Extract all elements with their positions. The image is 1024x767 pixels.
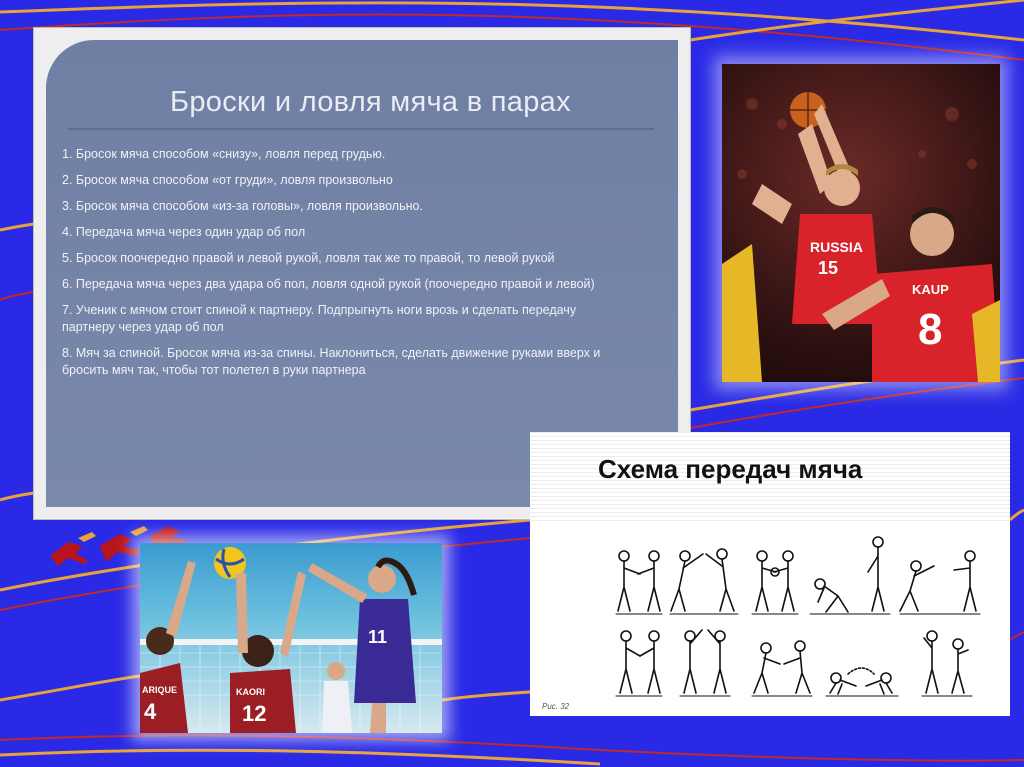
jersey-mid-number: 12 bbox=[242, 701, 267, 726]
basketball-players-illustration bbox=[722, 64, 1000, 382]
list-item: 1. Бросок мяча способом «снизу», ловля перед грудью. bbox=[62, 147, 386, 161]
exercise-list bbox=[62, 146, 622, 388]
jersey-mid-name: KAORI bbox=[236, 687, 265, 697]
pass-pair-1 bbox=[616, 551, 662, 614]
pass-pair-5 bbox=[900, 551, 980, 614]
title-divider bbox=[68, 128, 654, 130]
pass-schema-figure bbox=[530, 432, 1010, 716]
list-item: 4. Передача мяча через один удар об пол bbox=[62, 225, 306, 239]
pass-pair-10 bbox=[922, 631, 972, 696]
schema-caption: Рис. 32 bbox=[542, 702, 570, 711]
volleyball-players-illustration bbox=[140, 543, 442, 733]
pass-pair-2 bbox=[670, 549, 738, 614]
list-item: 6. Передача мяча через два удара об пол, ловля одной рукой (поочередно правой и левой) bbox=[62, 277, 595, 291]
jersey-2-name: KAUP bbox=[912, 282, 949, 297]
pass-pair-9 bbox=[826, 668, 898, 696]
jersey-left-number: 4 bbox=[144, 699, 157, 724]
jersey-2-number: 8 bbox=[918, 305, 943, 354]
slide-title: Броски и ловля мяча в парах bbox=[170, 86, 571, 118]
basketball-photo bbox=[722, 64, 1000, 382]
jersey-left-name: ARIQUE bbox=[142, 685, 178, 695]
jersey-1-text: RUSSIA bbox=[810, 239, 863, 255]
list-item: 2. Бросок мяча способом «от груди», ловля произвольно bbox=[62, 173, 393, 187]
pass-pair-7 bbox=[680, 630, 730, 696]
pass-pair-3 bbox=[752, 551, 798, 614]
jersey-right-number: 11 bbox=[368, 627, 388, 647]
list-item: 7. Ученик с мячом стоит спиной к партнеру. Подпрыгнуть ноги врозь и сделать передачу партнеру через удар об пол bbox=[62, 303, 577, 334]
jersey-1-number: 15 bbox=[818, 258, 839, 278]
list-item: 3. Бросок мяча способом «из-за головы», ловля произвольно. bbox=[62, 199, 423, 213]
list-item: 8. Мяч за спиной. Бросок мяча из-за спины. Наклониться, сделать движение руками вверх и бросить мяч так, чтобы тот полетел в руки партнера bbox=[62, 346, 601, 377]
volleyball-photo bbox=[140, 543, 442, 733]
schema-title: Схема передач мяча bbox=[598, 454, 863, 484]
pass-pair-4 bbox=[810, 537, 890, 614]
pass-diagrams bbox=[530, 524, 1010, 716]
list-item: 5. Бросок поочередно правой и левой рукой, ловля так же то правой, то левой рукой bbox=[62, 251, 555, 265]
pass-pair-6 bbox=[616, 631, 662, 696]
pass-pair-8 bbox=[752, 641, 812, 696]
